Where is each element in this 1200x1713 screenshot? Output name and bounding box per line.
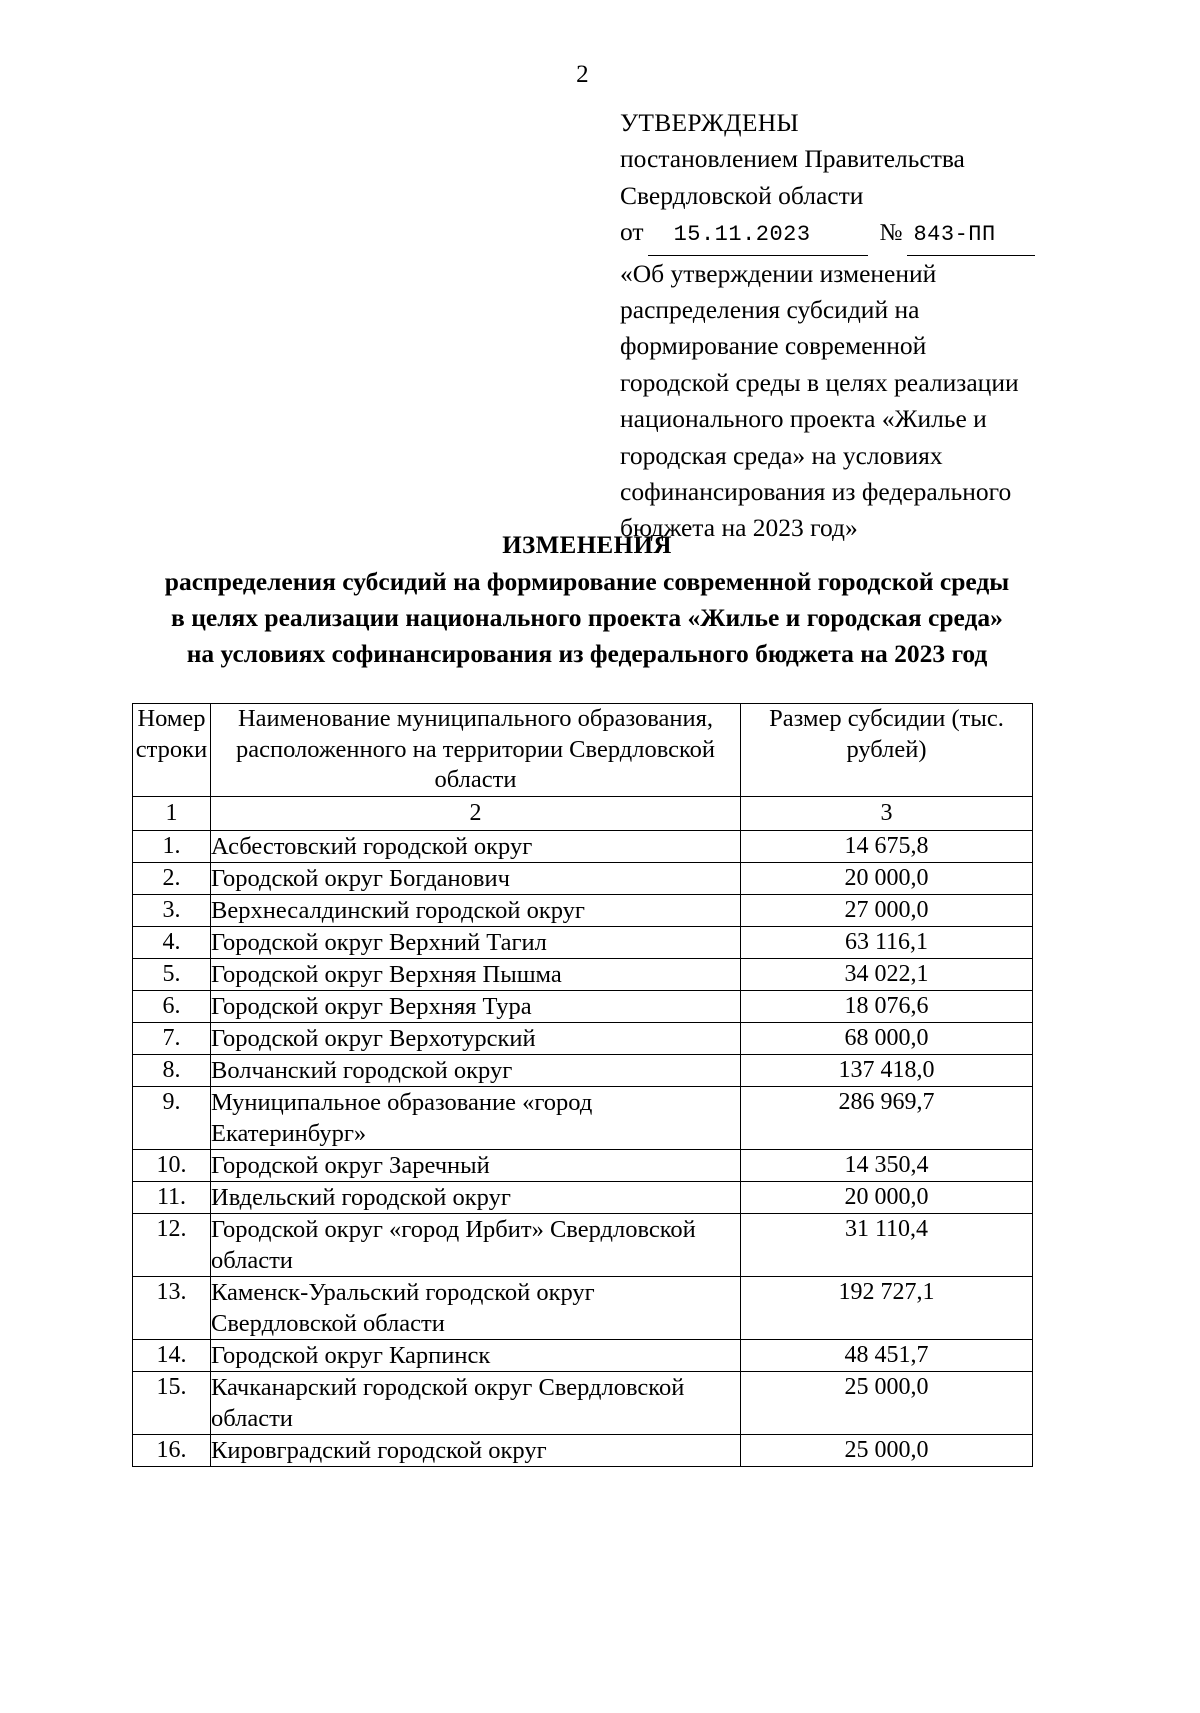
cell-subsidy-amount: 63 116,1 xyxy=(741,926,1033,958)
table-row xyxy=(133,1276,1033,1339)
cell-subsidy-amount: 25 000,0 xyxy=(741,1434,1033,1466)
decree-date-value: 15.11.2023 xyxy=(648,217,868,255)
approval-block xyxy=(620,105,1050,547)
table-body xyxy=(133,830,1033,1466)
document-title-block xyxy=(0,528,1174,672)
document-subtitle-line-3: на условиях софинансирования из федерального бюджета на 2023 год xyxy=(186,639,988,668)
cell-row-number: 5. xyxy=(133,958,211,990)
decree-title-line-8: бюджета на 2023 год» xyxy=(620,513,858,543)
cell-row-number: 7. xyxy=(133,1022,211,1054)
approval-heading: УТВЕРЖДЕНЫ xyxy=(620,108,799,137)
cell-subsidy-amount: 20 000,0 xyxy=(741,1181,1033,1213)
cell-row-number: 2. xyxy=(133,862,211,894)
decree-title-line-5: национального проекта «Жилье и xyxy=(620,404,987,434)
cell-row-number: 6. xyxy=(133,990,211,1022)
cell-municipality-name: Волчанский городской округ xyxy=(211,1054,741,1086)
decree-title-line-6: городская среда» на условиях xyxy=(620,440,943,470)
approval-authority-line-1: постановлением Правительства xyxy=(620,144,965,174)
table-row xyxy=(133,1054,1033,1086)
cell-subsidy-amount: 18 076,6 xyxy=(741,990,1033,1022)
cell-subsidy-amount: 286 969,7 xyxy=(741,1086,1033,1149)
cell-row-number: 3. xyxy=(133,894,211,926)
cell-subsidy-amount: 31 110,4 xyxy=(741,1213,1033,1276)
cell-subsidy-amount: 48 451,7 xyxy=(741,1339,1033,1371)
table-row xyxy=(133,1434,1033,1466)
table-row xyxy=(133,1181,1033,1213)
cell-subsidy-amount: 14 675,8 xyxy=(741,830,1033,862)
cell-municipality-name: Городской округ Верхний Тагил xyxy=(211,926,741,958)
cell-municipality-name: Городской округ Заречный xyxy=(211,1149,741,1181)
cell-row-number: 13. xyxy=(133,1276,211,1339)
table-column-number-row xyxy=(133,796,1033,830)
decree-number-value: 843-ПП xyxy=(907,217,1035,255)
cell-row-number: 14. xyxy=(133,1339,211,1371)
document-title-heading: ИЗМЕНЕНИЯ xyxy=(502,532,672,559)
header-municipality-name: Наименование муниципального образования, расположенного на территории Свердловской области xyxy=(211,704,741,797)
cell-municipality-name: Кировградский городской округ xyxy=(211,1434,741,1466)
cell-subsidy-amount: 25 000,0 xyxy=(741,1371,1033,1434)
table-row xyxy=(133,990,1033,1022)
date-label: от xyxy=(620,217,644,247)
column-number-2: 2 xyxy=(211,796,741,830)
decree-title-line-1: «Об утверждении изменений xyxy=(620,258,937,288)
table-header xyxy=(133,704,1033,831)
subsidy-table xyxy=(132,703,1033,1467)
page-number: 2 xyxy=(576,61,589,88)
cell-row-number: 1. xyxy=(133,830,211,862)
number-sign: № xyxy=(879,220,903,247)
document-subtitle-line-1: распределения субсидий на формирование современной городской среды xyxy=(164,567,1010,596)
cell-row-number: 4. xyxy=(133,926,211,958)
decree-title-line-2: распределения субсидий на xyxy=(620,295,920,325)
cell-municipality-name: Ивдельский городской округ xyxy=(211,1181,741,1213)
table-row xyxy=(133,1086,1033,1149)
cell-row-number: 8. xyxy=(133,1054,211,1086)
cell-municipality-name: Муниципальное образование «город Екатеринбург» xyxy=(211,1086,741,1149)
cell-municipality-name: Городской округ «город Ирбит» Свердловской области xyxy=(211,1213,741,1276)
decree-date-number-line xyxy=(620,214,1050,255)
cell-row-number: 15. xyxy=(133,1371,211,1434)
column-number-3: 3 xyxy=(741,796,1033,830)
header-subsidy-amount: Размер субсидии (тыс. рублей) xyxy=(741,704,1033,797)
document-subtitle-line-2: в целях реализации национального проекта «Жилье и городская среда» xyxy=(171,603,1003,632)
cell-municipality-name: Городской округ Верхотурский xyxy=(211,1022,741,1054)
cell-subsidy-amount: 137 418,0 xyxy=(741,1054,1033,1086)
cell-subsidy-amount: 68 000,0 xyxy=(741,1022,1033,1054)
decree-title-line-4: городской среды в целях реализации xyxy=(620,367,1019,397)
subsidy-table-container xyxy=(132,703,1032,1467)
cell-row-number: 9. xyxy=(133,1086,211,1149)
cell-municipality-name: Городской округ Карпинск xyxy=(211,1339,741,1371)
table-row xyxy=(133,1022,1033,1054)
table-row xyxy=(133,830,1033,862)
cell-subsidy-amount: 14 350,4 xyxy=(741,1149,1033,1181)
table-row xyxy=(133,894,1033,926)
cell-municipality-name: Городской округ Богданович xyxy=(211,862,741,894)
cell-municipality-name: Городской округ Верхняя Пышма xyxy=(211,958,741,990)
cell-municipality-name: Качканарский городской округ Свердловской области xyxy=(211,1371,741,1434)
header-row-number: Номер строки xyxy=(133,704,211,797)
table-header-row xyxy=(133,704,1033,797)
cell-row-number: 16. xyxy=(133,1434,211,1466)
cell-municipality-name: Городской округ Верхняя Тура xyxy=(211,990,741,1022)
cell-subsidy-amount: 192 727,1 xyxy=(741,1276,1033,1339)
decree-title-line-7: софинансирования из федерального xyxy=(620,477,1012,507)
table-row xyxy=(133,1213,1033,1276)
table-row xyxy=(133,926,1033,958)
cell-subsidy-amount: 20 000,0 xyxy=(741,862,1033,894)
cell-municipality-name: Верхнесалдинский городской округ xyxy=(211,894,741,926)
table-row xyxy=(133,862,1033,894)
table-row xyxy=(133,1149,1033,1181)
column-number-1: 1 xyxy=(133,796,211,830)
cell-subsidy-amount: 34 022,1 xyxy=(741,958,1033,990)
decree-title-line-3: формирование современной xyxy=(620,331,927,361)
cell-municipality-name: Каменск-Уральский городской округ Свердловской области xyxy=(211,1276,741,1339)
table-row xyxy=(133,1339,1033,1371)
cell-row-number: 10. xyxy=(133,1149,211,1181)
table-row xyxy=(133,1371,1033,1434)
table-row xyxy=(133,958,1033,990)
cell-subsidy-amount: 27 000,0 xyxy=(741,894,1033,926)
approval-authority-line-2: Свердловской области xyxy=(620,180,864,210)
cell-municipality-name: Асбестовский городской округ xyxy=(211,830,741,862)
cell-row-number: 11. xyxy=(133,1181,211,1213)
cell-row-number: 12. xyxy=(133,1213,211,1276)
